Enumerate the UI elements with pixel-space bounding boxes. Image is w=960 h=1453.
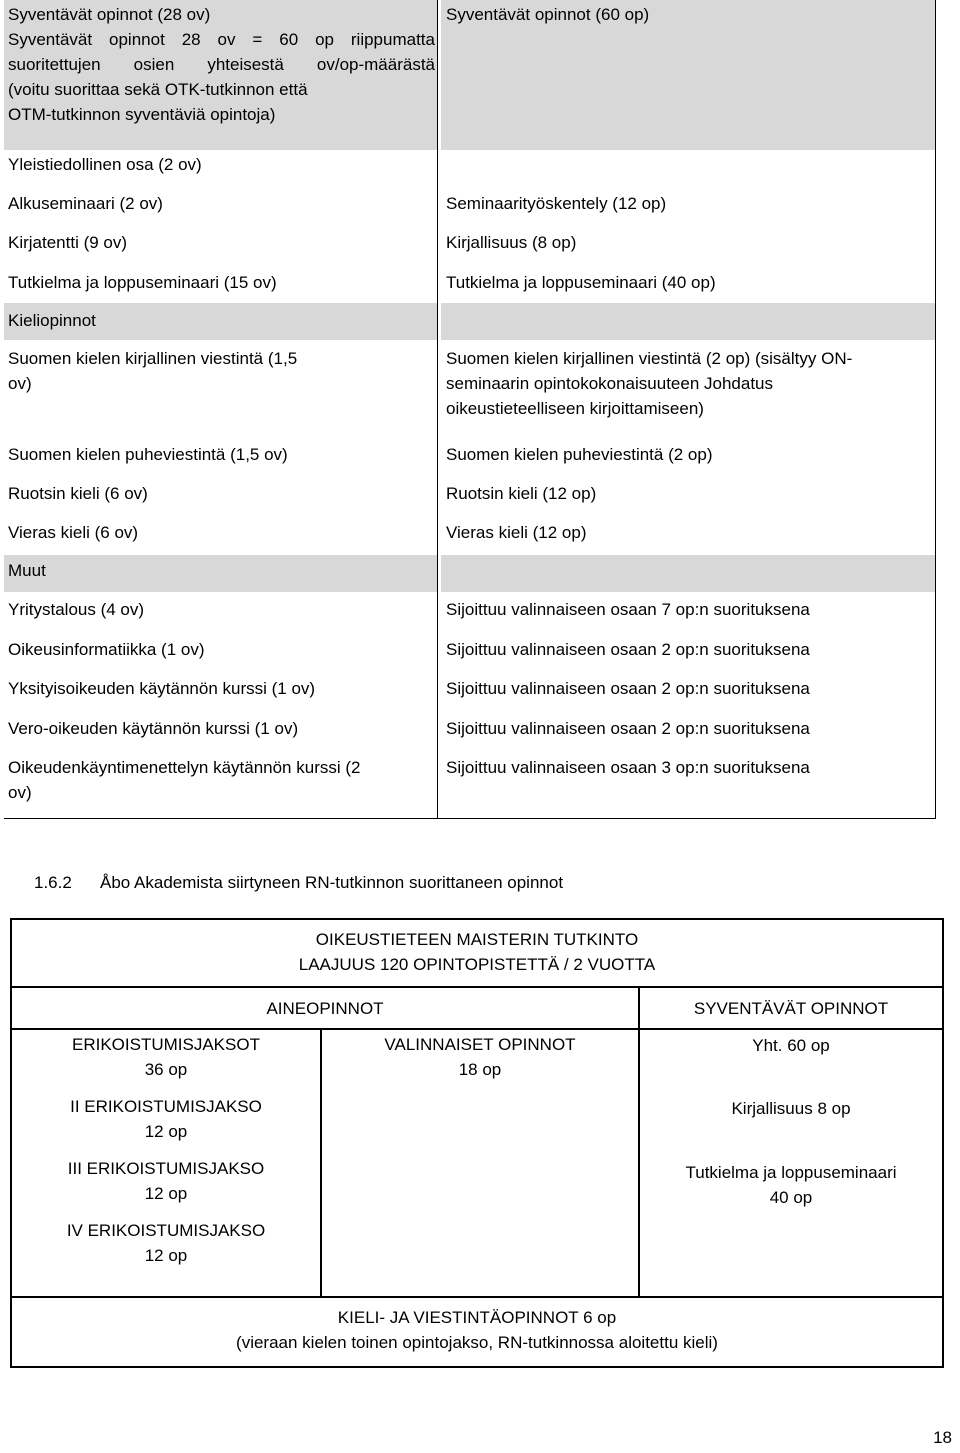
valinnaiset-name: VALINNAISET OPINNOT (384, 1035, 576, 1054)
header-left-line5: OTM-tutkinnon syventäviä opintoja) (8, 105, 276, 124)
row-left: Oikeusinformatiikka (1 ov) (8, 640, 205, 659)
row-right: Seminaarityöskentely (12 op) (446, 194, 667, 213)
section-title: Åbo Akademista siirtyneen RN-tutkinnon suorittaneen opinnot (100, 873, 564, 892)
section-number: 1.6.2 (34, 873, 72, 892)
row-left: Oikeudenkäyntimenettelyn käytännön kurssi (2 ov) (8, 758, 361, 802)
erikoistumis-4-name: IV ERIKOISTUMISJAKSO (66, 1221, 266, 1240)
tutkielma-op: 40 op (769, 1188, 813, 1207)
kieli-box (10, 1296, 944, 1368)
header-left-line2: Syventävät opinnot 28 ov = 60 op riippumatta (8, 30, 435, 49)
row-right: Sijoittuu valinnaiseen osaan 3 op:n suorituksena (446, 758, 810, 777)
row-right: Sijoittuu valinnaiseen osaan 7 op:n suorituksena (446, 600, 810, 619)
tutkielma-item: Tutkielma ja loppuseminaari (685, 1163, 897, 1182)
row-left: Tutkielma ja loppuseminaari (15 ov) (8, 273, 277, 292)
row-right: Suomen kielen puheviestintä (2 op) (446, 445, 713, 464)
aineopinnot-header (10, 986, 640, 1030)
row-left: Vieras kieli (6 ov) (8, 523, 139, 542)
row-left: Vero-oikeuden käytännön kurssi (1 ov) (8, 719, 299, 738)
row-left: Yleistiedollinen osa (2 ov) (8, 155, 202, 174)
row-left: Yksityisoikeuden käytännön kurssi (1 ov) (8, 679, 316, 698)
header-left-line3: suoritettujen osien yhteisestä ov/op-määrästä (8, 55, 435, 74)
erikoistumis-1-op: 36 op (144, 1060, 188, 1079)
erikoistumis-1-name: ERIKOISTUMISJAKSOT (72, 1035, 260, 1054)
row-left: Suomen kielen kirjallinen viestintä (1,5 ov) (8, 349, 298, 393)
column-divider (437, 0, 438, 818)
valinnaiset-column (322, 1032, 638, 1082)
row-right: Ruotsin kieli (12 op) (446, 484, 597, 503)
erikoistumis-column (12, 1032, 320, 1268)
header-left-line1: Syventävät opinnot (28 ov) (8, 5, 211, 24)
row-left: Alkuseminaari (2 ov) (8, 194, 163, 213)
kieli-note: (vieraan kielen toinen opintojakso, RN-tutkinnossa aloitettu kieli) (236, 1333, 718, 1352)
erikoistumis-2-op: 12 op (144, 1122, 188, 1141)
kirjallisuus-item: Kirjallisuus 8 op (731, 1099, 851, 1118)
aineopinnot-label: AINEOPINNOT (266, 999, 384, 1018)
syventavat-total: Yht. 60 op (752, 1036, 830, 1055)
erikoistumis-2-name: II ERIKOISTUMISJAKSO (70, 1097, 262, 1116)
degree-scope: LAAJUUS 120 OPINTOPISTETTÄ / 2 VUOTTA (298, 955, 656, 974)
erikoistumis-3-name: III ERIKOISTUMISJAKSO (67, 1159, 265, 1178)
row-right: Vieras kieli (12 op) (446, 523, 587, 542)
row-right: Sijoittuu valinnaiseen osaan 2 op:n suorituksena (446, 719, 810, 738)
degree-title-box (10, 918, 944, 988)
row-left: Suomen kielen puheviestintä (1,5 ov) (8, 445, 288, 464)
row-right: Sijoittuu valinnaiseen osaan 2 op:n suorituksena (446, 640, 810, 659)
kieli-title: KIELI- JA VIESTINTÄOPINNOT 6 op (337, 1308, 617, 1327)
header-left-line4: (voitu suorittaa sekä OTK-tutkinnon että (8, 80, 308, 99)
row-right: Suomen kielen kirjallinen viestintä (2 op) (sisältyy ON-seminaarin opintokokonaisuuteen Johdatus oikeustieteelliseen kirjoittamiseen) (446, 349, 853, 418)
degree-title: OIKEUSTIETEEN MAISTERIN TUTKINTO (315, 930, 639, 949)
row-right: Sijoittuu valinnaiseen osaan 2 op:n suorituksena (446, 679, 810, 698)
page-number: 18 (933, 1428, 952, 1447)
syventavat-header (638, 986, 944, 1030)
erikoistumis-4-op: 12 op (144, 1246, 188, 1265)
row-left: Kirjatentti (9 ov) (8, 233, 128, 252)
row-right: Tutkielma ja loppuseminaari (40 op) (446, 273, 716, 292)
syventavat-column (640, 1033, 942, 1210)
row-left: Yritystalous (4 ov) (8, 600, 145, 619)
valinnaiset-op: 18 op (458, 1060, 502, 1079)
row-left: Ruotsin kieli (6 ov) (8, 484, 148, 503)
section-label-kieliopinnot: Kieliopinnot (8, 311, 96, 330)
syventavat-label: SYVENTÄVÄT OPINNOT (693, 999, 889, 1018)
row-right: Kirjallisuus (8 op) (446, 233, 577, 252)
section-label-muut: Muut (8, 561, 46, 580)
erikoistumis-3-op: 12 op (144, 1184, 188, 1203)
header-right: Syventävät opinnot (60 op) (446, 5, 650, 24)
